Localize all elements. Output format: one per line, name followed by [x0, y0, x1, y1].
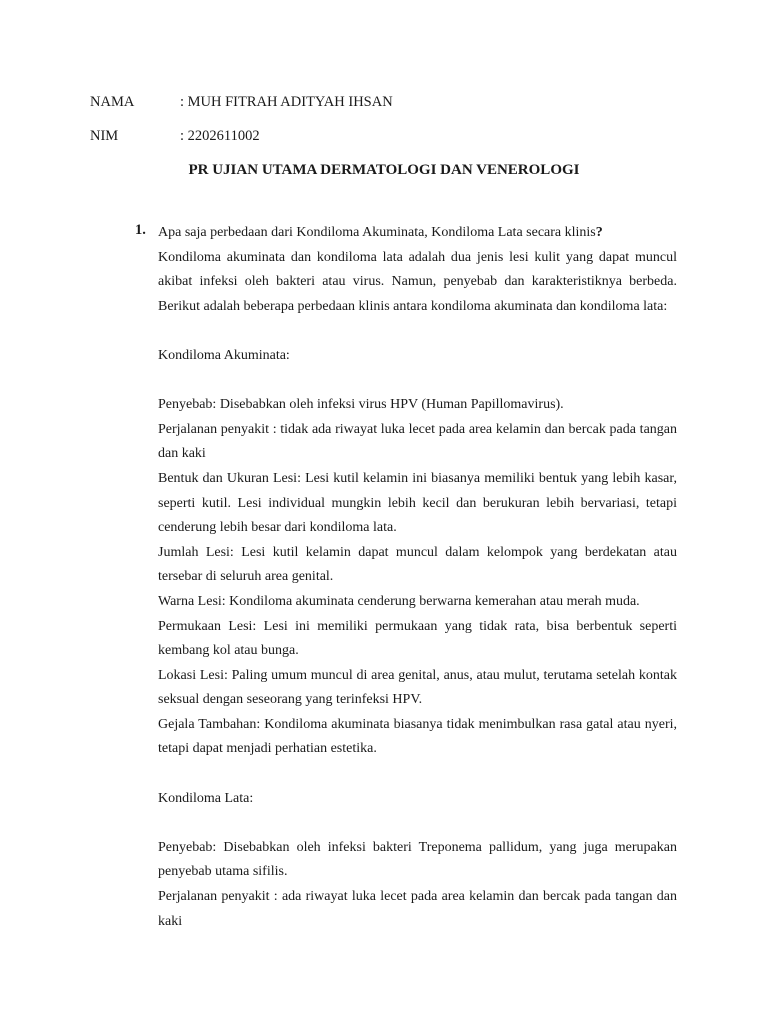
- akuminata-item: Penyebab: Disebabkan oleh infeksi virus HPV (Human Papillomavirus).: [158, 397, 564, 413]
- document-title: PR UJIAN UTAMA DERMATOLOGI DAN VENEROLOGI: [188, 162, 580, 178]
- spacer: [158, 811, 677, 836]
- nim-label: NIM: [90, 128, 119, 144]
- question-number: 1.: [135, 222, 146, 238]
- akuminata-item: Lokasi Lesi: Paling umum muncul di area genital, anus, atau mulut, terutama setelah kontak seksual dengan seseorang yang terinfeksi HPV.: [158, 667, 677, 708]
- akuminata-item: Warna Lesi: Kondiloma akuminata cenderung berwarna kemerahan atau merah muda.: [158, 593, 640, 609]
- section-heading-akuminata: Kondiloma Akuminata:: [158, 347, 290, 363]
- akuminata-item: Jumlah Lesi: Lesi kutil kelamin dapat muncul dalam kelompok yang berdekatan atau tersebar di seluruh area genital.: [158, 544, 677, 585]
- akuminata-item: Permukaan Lesi: Lesi ini memiliki permukaan yang tidak rata, bisa berbentuk seperti kembang kol atau bunga.: [158, 618, 677, 659]
- question-text-main: Apa saja perbedaan dari Kondiloma Akuminata, Kondiloma Lata secara klinis: [158, 225, 596, 240]
- spacer: [158, 319, 677, 344]
- nama-label: NAMA: [90, 94, 135, 110]
- akuminata-item: Perjalanan penyakit : tidak ada riwayat luka lecet pada area kelamin dan bercak pada tangan dan kaki: [158, 421, 677, 462]
- lata-item: Penyebab: Disebabkan oleh infeksi bakteri Treponema pallidum, yang juga merupakan penyebab utama sifilis.: [158, 839, 677, 880]
- nama-row: [90, 94, 393, 111]
- question-text: [158, 221, 677, 246]
- nama-value: : MUH FITRAH ADITYAH IHSAN: [180, 94, 393, 110]
- nim-row: [90, 128, 260, 145]
- answer-body: [158, 221, 677, 934]
- section-heading-lata: Kondiloma Lata:: [158, 790, 254, 806]
- nim-value: : 2202611002: [180, 128, 260, 144]
- akuminata-item: Gejala Tambahan: Kondiloma akuminata biasanya tidak menimbulkan rasa gatal atau nyeri, tetapi dapat menjadi perhatian estetika.: [158, 716, 677, 757]
- akuminata-item: Bentuk dan Ukuran Lesi: Lesi kutil kelamin ini biasanya memiliki bentuk yang lebih kasar, seperti kutil. Lesi individual mungkin lebih kecil dan berukuran lebih bervariasi, tetapi cenderung lebih besar dari kondiloma lata.: [158, 470, 677, 536]
- question-mark: ?: [595, 225, 603, 240]
- lata-item: Perjalanan penyakit : ada riwayat luka lecet pada area kelamin dan bercak pada tangan dan kaki: [158, 889, 677, 929]
- spacer: [158, 369, 677, 394]
- intro-paragraph: Kondiloma akuminata dan kondiloma lata adalah dua jenis lesi kulit yang dapat muncul akibat infeksi oleh bakteri atau virus. Namun, penyebab dan karakteristiknya berbeda. Berikut adalah beberapa perbedaan klinis antara kondiloma akuminata dan kondiloma lata:: [158, 249, 677, 314]
- spacer: [158, 762, 677, 787]
